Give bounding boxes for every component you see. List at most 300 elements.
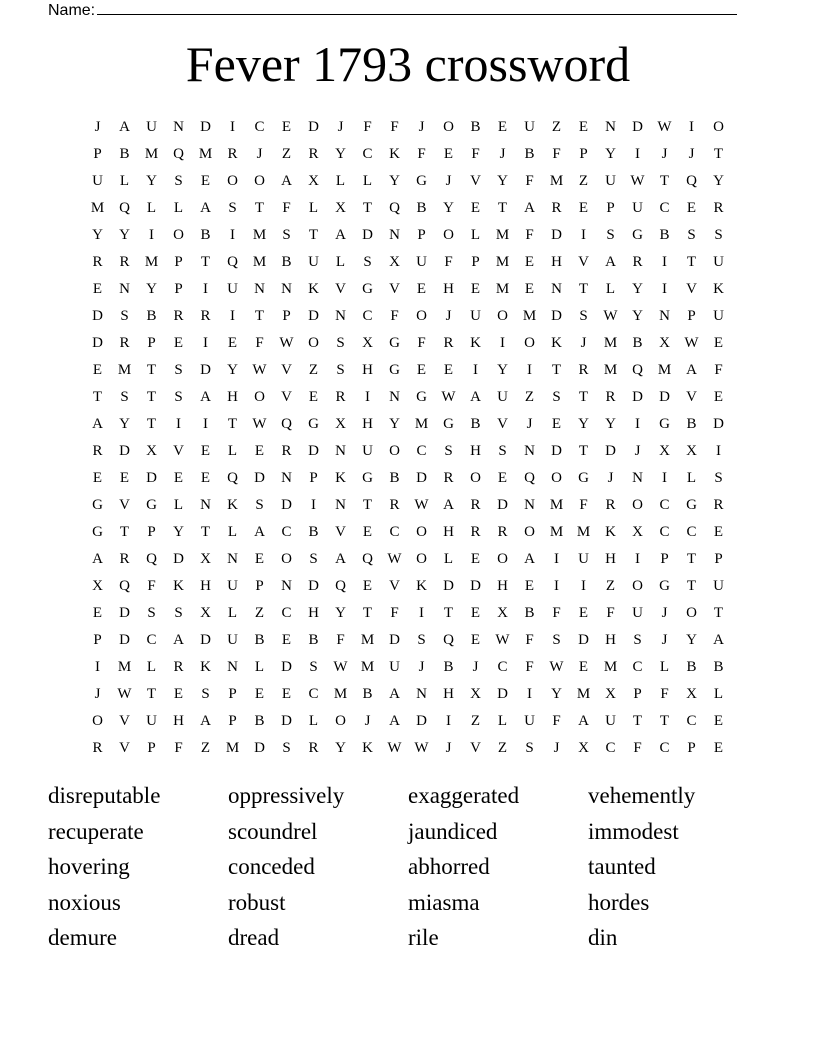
grid-letter: T [146,362,157,378]
grid-letter: S [336,335,345,351]
grid-letter: G [659,416,670,432]
grid-letter: T [362,605,373,621]
name-underline [97,0,737,15]
grid-letter: X [362,335,373,351]
grid-letter: B [416,200,427,216]
grid-letter: K [362,740,373,756]
grid-letter: K [470,335,481,351]
grid-letter: E [200,470,211,486]
grid-letter: J [364,713,371,729]
grid-letter: A [389,713,400,729]
grid-letter: E [119,470,130,486]
grid-letter: Q [524,470,535,486]
grid-letter: R [227,146,238,162]
grid-letter: Z [605,578,616,594]
grid-letter: U [605,713,616,729]
grid-letter: W [279,335,294,351]
grid-letter: U [524,713,535,729]
grid-letter: Q [227,470,238,486]
grid-letter: D [308,578,319,594]
grid-letter: T [713,605,724,621]
grid-letter: O [713,119,724,135]
grid-letter: P [606,200,615,216]
grid-letter: O [389,443,400,459]
grid-letter: R [605,497,616,513]
word-list-item: recuperate [48,818,144,844]
grid-letter: T [713,146,724,162]
grid-letter: Y [713,173,724,189]
grid-letter: E [92,281,103,297]
grid-letter: L [470,227,481,243]
grid-letter: X [659,335,670,351]
grid-letter: F [390,308,399,324]
grid-letter: R [119,335,130,351]
grid-letter: M [495,281,510,297]
grid-letter: T [146,416,157,432]
grid-letter: E [92,362,103,378]
grid-letter: I [662,281,667,297]
grid-letter: T [146,389,157,405]
grid-letter: B [686,659,697,675]
grid-letter: W [387,740,402,756]
grid-letter: M [522,308,537,324]
grid-letter: S [336,362,345,378]
grid-letter: A [605,254,616,270]
grid-letter: J [337,119,344,135]
grid-letter: T [362,497,373,513]
grid-letter: G [416,173,427,189]
grid-letter: V [281,362,292,378]
word-list-item: exaggerated [408,783,520,808]
grid-letter: X [92,578,103,594]
grid-letter: S [552,389,561,405]
grid-letter: V [686,389,697,405]
grid-letter: C [497,659,508,675]
grid-letter: J [607,470,614,486]
grid-letter: W [657,119,672,135]
grid-letter: B [443,659,454,675]
grid-letter: D [173,551,184,567]
grid-letter: I [419,605,424,621]
grid-letter: J [445,740,452,756]
grid-letter: R [443,335,454,351]
grid-letter: U [605,173,616,189]
grid-letter: J [499,146,506,162]
grid-letter: S [120,389,129,405]
grid-letter: S [579,308,588,324]
grid-letter: V [470,173,481,189]
grid-letter: P [579,146,588,162]
grid-letter: P [147,740,156,756]
grid-letter: N [335,443,346,459]
grid-letter: I [446,713,451,729]
grid-letter: L [308,713,319,729]
grid-letter: I [311,497,316,513]
grid-letter: P [174,281,183,297]
grid-letter: A [335,227,346,243]
grid-letter: N [416,686,427,702]
grid-letter: A [443,497,454,513]
grid-letter: M [549,524,564,540]
grid-letter: M [360,632,375,648]
grid-letter: B [524,146,535,162]
grid-letter: V [335,524,346,540]
grid-letter: F [147,578,156,594]
grid-letter: O [335,713,346,729]
grid-letter: E [713,740,724,756]
grid-letter: M [576,686,591,702]
grid-letter: O [497,551,508,567]
word-list-item: taunted [588,854,656,879]
grid-letter: Y [605,416,616,432]
grid-letter: X [686,443,697,459]
grid-letter: U [308,254,319,270]
grid-letter: D [443,578,454,594]
grid-letter: U [227,281,238,297]
grid-letter: E [713,524,724,540]
grid-letter: B [254,713,265,729]
grid-letter: A [200,200,211,216]
grid-letter: A [389,686,400,702]
grid-letter: I [230,227,235,243]
grid-letter: S [228,200,237,216]
grid-letter: J [661,632,668,648]
grid-letter: U [632,605,643,621]
grid-letter: E [470,605,481,621]
grid-letter: H [497,578,508,594]
grid-letter: K [389,146,400,162]
grid-letter: H [200,578,211,594]
grid-letter: L [362,173,373,189]
grid-letter: P [417,227,426,243]
grid-letter: M [90,200,105,216]
grid-letter: D [254,740,265,756]
grid-letter: E [281,686,292,702]
grid-letter: S [606,227,615,243]
grid-letter: L [335,173,346,189]
grid-letter: F [606,605,615,621]
grid-letter: Y [389,173,400,189]
grid-letter: S [282,740,291,756]
grid-letter: J [526,416,533,432]
grid-letter: Z [254,605,265,621]
grid-letter: F [714,362,723,378]
grid-letter: E [470,200,481,216]
grid-letter: P [282,308,291,324]
grid-letter: Y [119,227,130,243]
grid-letter: F [525,227,534,243]
grid-letter: G [632,227,643,243]
grid-letter: T [92,389,103,405]
grid-letter: X [470,686,481,702]
grid-letter: E [254,551,265,567]
grid-letter: R [308,146,319,162]
grid-letter: E [497,470,508,486]
grid-letter: D [389,632,400,648]
grid-letter: I [554,578,559,594]
grid-letter: N [281,470,292,486]
grid-letter: W [549,659,564,675]
grid-letter: U [524,119,535,135]
grid-letter: S [255,497,264,513]
grid-letter: A [524,200,535,216]
grid-letter: O [551,470,562,486]
grid-letter: Z [551,119,562,135]
grid-letter: U [470,308,481,324]
grid-letter: D [632,389,643,405]
grid-letter: E [227,335,238,351]
grid-letter: F [552,713,561,729]
grid-letter: P [228,713,237,729]
grid-letter: O [686,605,697,621]
word-list-item: scoundrel [228,818,318,844]
grid-letter: P [309,470,318,486]
grid-letter: O [632,497,643,513]
grid-letter: M [603,659,618,675]
grid-letter: V [686,281,697,297]
grid-letter: I [473,362,478,378]
grid-letter: E [92,470,103,486]
grid-letter: K [308,281,319,297]
grid-letter: G [416,389,427,405]
grid-letter: R [470,497,481,513]
grid-letter: B [119,146,130,162]
grid-letter: Y [443,200,454,216]
word-list-item: oppressively [228,783,345,808]
grid-letter: L [227,443,238,459]
grid-letter: E [281,119,292,135]
grid-letter: B [308,524,319,540]
grid-letter: B [713,659,724,675]
grid-letter: K [416,578,427,594]
grid-letter: E [470,632,481,648]
grid-letter: F [444,254,453,270]
grid-letter: E [443,362,454,378]
grid-letter: B [362,686,373,702]
grid-letter: R [713,497,724,513]
word-list-item: vehemently [588,783,696,808]
grid-letter: A [92,416,103,432]
grid-letter: D [254,470,265,486]
word-list-item: hordes [588,889,650,915]
grid-letter: T [497,200,508,216]
grid-letter: N [659,308,670,324]
grid-letter: L [335,254,346,270]
grid-letter: Q [443,632,454,648]
grid-letter: I [500,335,505,351]
grid-letter: G [578,470,589,486]
grid-letter: S [147,605,156,621]
grid-letter: E [686,200,697,216]
grid-letter: E [497,119,508,135]
grid-letter: U [713,254,724,270]
grid-letter: R [92,254,103,270]
grid-letter: E [254,443,265,459]
word-list-item: rile [408,925,439,950]
grid-letter: D [92,308,103,324]
grid-letter: A [713,632,724,648]
grid-letter: D [281,713,292,729]
grid-letter: Y [389,416,400,432]
grid-letter: R [497,524,508,540]
grid-letter: Y [335,740,346,756]
grid-letter: E [443,146,454,162]
grid-letter: D [200,632,211,648]
grid-letter: A [92,551,103,567]
grid-letter: Q [362,551,373,567]
word-list-item: immodest [588,818,679,844]
grid-letter: X [146,443,157,459]
grid-letter: I [581,227,586,243]
grid-letter: G [686,497,697,513]
grid-letter: F [525,173,534,189]
grid-letter: E [308,389,319,405]
grid-letter: S [444,443,453,459]
grid-letter: L [443,551,454,567]
grid-letter: D [551,227,562,243]
word-list-item: jaundiced [408,818,498,844]
grid-letter: C [659,524,670,540]
grid-letter: B [146,308,157,324]
grid-letter: G [92,497,103,513]
grid-letter: D [497,686,508,702]
grid-letter: N [524,443,535,459]
grid-letter: D [551,443,562,459]
grid-letter: F [282,200,291,216]
grid-letter: H [362,416,373,432]
grid-letter: Y [497,173,508,189]
grid-letter: S [525,740,534,756]
grid-letter: L [146,659,157,675]
grid-letter: D [416,713,427,729]
grid-letter: U [146,119,157,135]
word-list-item: noxious [48,889,121,915]
grid-letter: E [524,578,535,594]
grid-letter: C [659,740,670,756]
grid-letter: K [605,524,616,540]
grid-letter: H [173,713,184,729]
grid-letter: Y [551,686,562,702]
grid-letter: I [635,146,640,162]
grid-letter: Y [632,281,643,297]
grid-letter: J [472,659,479,675]
grid-letter: Q [119,578,130,594]
grid-letter: T [632,713,643,729]
grid-letter: U [578,551,589,567]
grid-letter: M [117,659,132,675]
grid-letter: X [497,605,508,621]
grid-letter: Z [470,713,481,729]
grid-letter: H [227,389,238,405]
grid-letter: D [470,578,481,594]
grid-letter: Z [578,173,589,189]
grid-letter: C [605,740,616,756]
grid-letter: I [203,281,208,297]
grid-letter: T [686,578,697,594]
grid-letter: G [389,335,400,351]
grid-letter: E [362,524,373,540]
grid-letter: U [497,389,508,405]
grid-letter: V [335,281,346,297]
grid-letter: P [633,686,642,702]
grid-letter: D [551,308,562,324]
grid-letter: P [93,146,102,162]
grid-letter: L [173,497,184,513]
grid-letter: U [146,713,157,729]
grid-letter: E [281,632,292,648]
grid-letter: I [365,389,370,405]
grid-letter: M [198,146,213,162]
grid-letter: A [281,173,292,189]
grid-letter: M [495,254,510,270]
grid-letter: C [254,119,265,135]
grid-letter: X [686,686,697,702]
grid-letter: G [389,362,400,378]
grid-letter: T [146,686,157,702]
grid-letter: N [281,578,292,594]
grid-letter: K [551,335,562,351]
grid-letter: F [660,686,669,702]
grid-letter: D [119,632,130,648]
grid-letter: E [254,686,265,702]
grid-letter: E [200,443,211,459]
grid-letter: F [471,146,480,162]
grid-letter: R [173,659,184,675]
grid-letter: F [579,497,588,513]
grid-letter: B [632,335,643,351]
grid-letter: I [689,119,694,135]
grid-letter: X [200,605,211,621]
grid-letter: F [255,335,264,351]
grid-letter: S [417,632,426,648]
grid-letter: I [203,335,208,351]
grid-letter: M [333,686,348,702]
grid-letter: V [119,497,130,513]
word-list-item: din [588,925,618,950]
grid-letter: W [252,362,267,378]
grid-letter: K [200,659,211,675]
grid-letter: N [551,281,562,297]
grid-letter: V [389,281,400,297]
grid-letter: I [527,362,532,378]
grid-letter: L [605,281,616,297]
grid-letter: D [578,632,589,648]
grid-letter: U [713,308,724,324]
grid-letter: O [227,173,238,189]
grid-letter: S [120,308,129,324]
grid-letter: V [119,713,130,729]
grid-letter: C [281,524,292,540]
grid-letter: W [603,308,618,324]
grid-letter: F [417,146,426,162]
grid-letter: J [445,308,452,324]
grid-letter: D [119,605,130,621]
grid-letter: O [524,335,535,351]
grid-letter: I [581,578,586,594]
grid-letter: A [200,389,211,405]
grid-letter: M [549,497,564,513]
grid-letter: R [281,443,292,459]
grid-letter: Y [119,416,130,432]
word-list-item: miasma [408,889,480,915]
grid-letter: U [92,173,103,189]
grid-letter: C [308,686,319,702]
grid-letter: U [227,578,238,594]
grid-letter: E [578,659,589,675]
grid-letter: N [524,497,535,513]
grid-letter: Z [200,740,211,756]
word-list-item: disreputable [48,783,161,808]
